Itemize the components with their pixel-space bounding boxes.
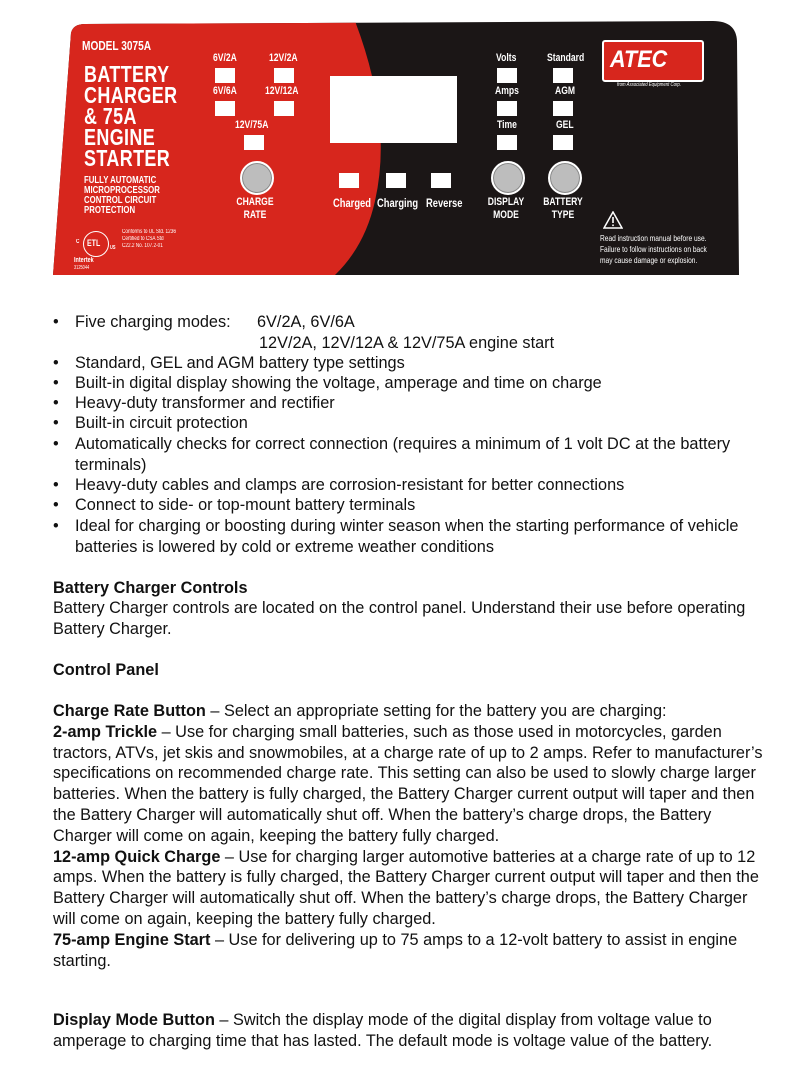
bullet-icon: • [53, 354, 59, 372]
amps-indicator [497, 101, 517, 116]
charging-indicator [386, 173, 406, 188]
warning-line-3: may cause damage or explosion. [600, 255, 698, 265]
bullet-icon: • [53, 414, 59, 432]
display-mode-term: Display Mode Button [53, 1011, 215, 1029]
model-label: MODEL 3075A [82, 38, 152, 53]
engine-start-term: 75-amp Engine Start [53, 930, 211, 949]
rate-indicator-6v6a [215, 101, 235, 116]
modes-line-1: 6V/2A, 6V/6A [257, 313, 355, 331]
time-label: Time [497, 119, 517, 131]
panel-title-4: ENGINE [84, 124, 156, 150]
panel-title-2: CHARGER [84, 82, 178, 108]
panel-subtitle-4: PROTECTION [84, 205, 136, 216]
rate-label-12v2a: 12V/2A [269, 52, 298, 64]
display-mode-label-2: MODE [493, 209, 519, 221]
charging-label: Charging [377, 196, 419, 210]
charge-rate-label-2: RATE [243, 209, 267, 221]
panel-title-3: & 75A [84, 103, 137, 129]
control-panel-heading: Control Panel [53, 661, 159, 679]
standard-label: Standard [547, 52, 585, 64]
warning-line-1: Read instruction manual before use. [600, 233, 707, 243]
charge-rate-label-1: CHARGE [236, 196, 274, 208]
bullet-icon: • [53, 496, 59, 514]
bullet-icon: • [53, 476, 59, 494]
charge-rate-button[interactable] [240, 161, 274, 195]
display-mode-paragraph: Display Mode Button – Switch the display mode of the digital display from voltage value to amperage to charging time that has lasted. The default mode is voltage value of the battery. [53, 1011, 713, 1050]
brand-subtitle: from Associated Equipment Corp. [617, 82, 681, 88]
intertek-number: 3125044 [74, 265, 90, 271]
intertek-label: Intertek [74, 257, 94, 264]
modes-label: Five charging modes: [75, 313, 231, 331]
gel-indicator [553, 135, 573, 150]
reverse-indicator [431, 173, 451, 188]
lcd-window [330, 76, 457, 143]
rate-label-6v2a: 6V/2A [213, 52, 237, 64]
panel-title-1: BATTERY [84, 61, 170, 87]
cert-c: C [76, 239, 80, 245]
volts-indicator [497, 68, 517, 83]
cert-us: US [110, 245, 116, 251]
warning-icon [603, 211, 623, 229]
battery-type-button[interactable] [548, 161, 582, 195]
atec-logo: ATEC [602, 40, 704, 82]
bullet-icon: • [53, 394, 59, 412]
rate-indicator-12v2a [274, 68, 294, 83]
rate-indicator-12v75a [244, 135, 264, 150]
rate-label-6v6a: 6V/6A [213, 85, 237, 97]
display-mode-button[interactable] [491, 161, 525, 195]
gel-label: GEL [556, 119, 574, 131]
bullet-icon: • [53, 313, 59, 331]
warning-line-2: Failure to follow instructions on back [600, 244, 707, 254]
agm-label: AGM [555, 85, 576, 97]
panel-subtitle-2: MICROPROCESSOR [84, 185, 160, 196]
amps-label: Amps [495, 85, 519, 97]
bullet-icon: • [53, 374, 59, 392]
charge-rate-term: Charge Rate Button [53, 702, 206, 720]
battery-type-label-2: TYPE [551, 209, 575, 221]
rate-label-12v75a: 12V/75A [235, 119, 269, 131]
battery-type-label-1: BATTERY [543, 196, 583, 208]
controls-intro: Battery Charger controls are located on the control panel. Understand their use before operating Battery Charger. [53, 599, 746, 638]
charged-indicator [339, 173, 359, 188]
panel-subtitle-1: FULLY AUTOMATIC [84, 175, 157, 186]
cert-line-3: C22.2 No. 107.2-01 [122, 243, 163, 249]
trickle-term: 2-amp Trickle [53, 722, 158, 741]
panel-title-5: STARTER [84, 145, 171, 171]
display-mode-label-1: DISPLAY [487, 196, 525, 208]
standard-indicator [553, 68, 573, 83]
charged-label: Charged [333, 196, 371, 210]
quick-charge-term: 12-amp Quick Charge [53, 847, 221, 866]
control-panel-graphic [53, 21, 739, 275]
volts-label: Volts [496, 52, 517, 64]
rate-indicator-12v12a [274, 101, 294, 116]
bullet-icon: • [53, 517, 59, 535]
agm-indicator [553, 101, 573, 116]
modes-line-2: 12V/2A, 12V/12A & 12V/75A engine start [259, 333, 555, 352]
controls-heading: Battery Charger Controls [53, 579, 248, 597]
reverse-label: Reverse [426, 196, 463, 210]
etl-mark-icon: ETL [83, 231, 109, 257]
bullet-icon: • [53, 435, 59, 453]
rate-indicator-6v2a [215, 68, 235, 83]
cert-line-1: Conforms to UL Std. 1236 [122, 229, 176, 235]
panel-subtitle-3: CONTROL CIRCUIT [84, 195, 157, 206]
time-indicator [497, 135, 517, 150]
charge-rate-paragraph: Charge Rate Button – Select an appropriate setting for the battery you are charging: 2-amp Trickle – Use for charging small batteries, such as those used in motorcycles, garden tractors, ATVs, jet skis and snowmobiles, at a charge rate of up to 2 amps. Refer to manufacturer’s specifications on recommended charge rate. This setting can also be used to slowly charge larger batteries. When the battery is fully charged, the Battery Charger current output will taper and then the Battery Charger will automatically shut off. When the battery’s charge drops, the Battery Charger will come on again, keeping the battery fully charged. 12-amp Quick Charge – Use for charging larger automotive batteries at a charge rate of up to 12 amps. When the battery is fully charged, the Battery Charger current output will taper and then the Battery Charger will automatically shut off. When the battery’s charge drops, the Battery Charger will come on again, keeping the battery fully charged. 75-amp Engine Start – Use for delivering up to 75 amps to a 12-volt battery to assist in engine starting. [53, 702, 763, 970]
rate-label-12v12a: 12V/12A [265, 85, 299, 97]
cert-line-2: Certified to CSA Std [122, 236, 164, 242]
